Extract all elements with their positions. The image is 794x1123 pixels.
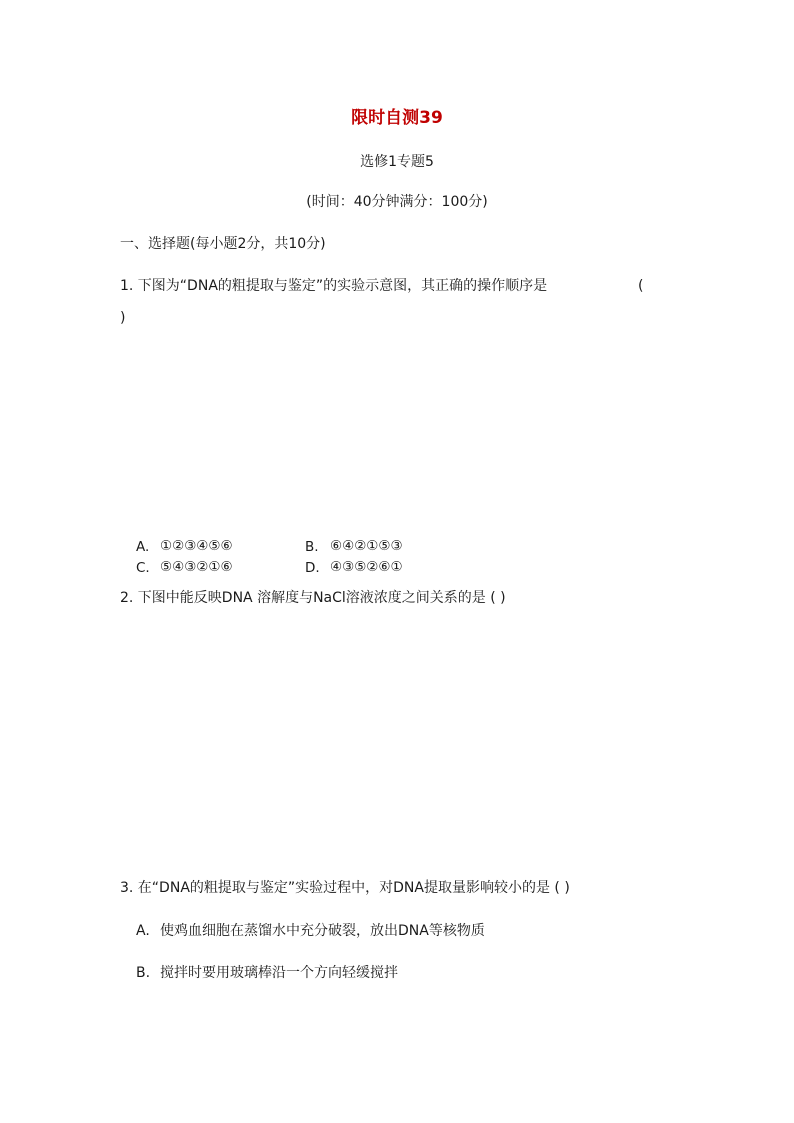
q1-option-d-value: ④③⑤②⑥① [330, 559, 403, 575]
q3-option-b-label: B. [136, 965, 151, 981]
q1-option-b-value: ⑥④②①⑤③ [330, 538, 403, 554]
question-3-text: 3. 在“DNA的粗提取与鉴定”实验过程中，对DNA提取量影响较小的是 ( ) [120, 880, 570, 896]
q1-option-c-value: ⑤④③②①⑥ [160, 559, 233, 575]
q1-option-a-label: A. [136, 539, 150, 555]
q1-option-d-label: D. [305, 560, 320, 576]
q3-option-a-label: A. [136, 923, 150, 939]
q3-option-b-value: 搅拌时要用玻璃棒沿一个方向轻缓搅拌 [160, 965, 398, 981]
question-2-text: 2. 下图中能反映DNA 溶解度与NaCl溶液浓度之间关系的是 ( ) [120, 590, 506, 606]
question-1-paren-open: ( [638, 278, 644, 294]
q1-option-c-label: C. [136, 560, 150, 576]
q3-option-a-value: 使鸡血细胞在蒸馏水中充分破裂，放出DNA等核物质 [160, 923, 485, 939]
page-title: 限时自测39 [351, 108, 443, 128]
page-subtitle: 选修1专题5 [360, 154, 434, 170]
q1-option-a-value: ①②③④⑤⑥ [160, 538, 233, 554]
time-info: (时间：40分钟满分：100分) [306, 194, 488, 210]
question-1-text: 1. 下图为“DNA的粗提取与鉴定”的实验示意图，其正确的操作顺序是 [120, 278, 548, 294]
section-heading: 一、选择题(每小题2分，共10分) [120, 236, 326, 252]
question-1-paren-close: ) [120, 310, 126, 326]
q1-option-b-label: B. [305, 539, 319, 555]
